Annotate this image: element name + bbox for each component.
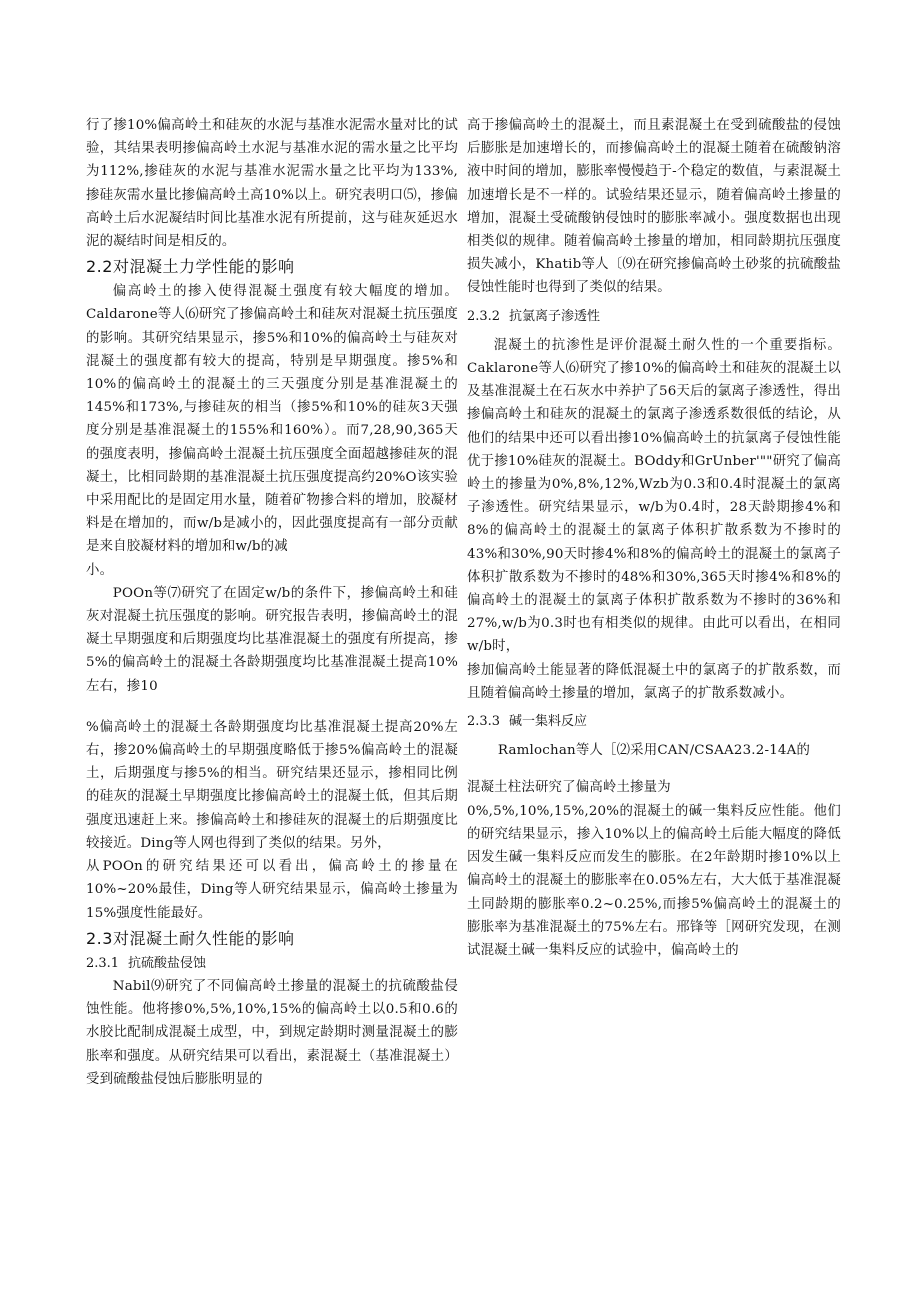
paragraph-nabil: Nabil⑼研究了不同偏高岭土掺量的混凝土的抗硫酸盐侵蚀性能。他将掺0%,5%,10%,15%的偏高岭土以0.5和0.6的水胶比配制成混凝土成型，中，到规定龄期时测量混凝土的膨胀率和强度。从研究结果可以看出，素混凝土（基准混凝土）受到硫酸盐侵蚀后膨胀明显的 (86, 978, 458, 1087)
paragraph-chloride: 混凝土的抗渗性是评价混凝土耐久性的一个重要指标。Caklarone等人⑹研究了掺10%的偏高岭土和硅灰的混凝土以及基准混凝土在石灰水中养护了56天后的氯离子渗透性，得出掺偏高岭土和硅灰的混凝土的氯离子渗透系数很低的结论，从他们的结果中还可以看出掺10%偏高岭土的抗氯离子侵蚀性能优于掺10%硅灰的混凝土。BOddy和GrUnber'""研究了偏高岭土的掺量为0%,8%,12%,Wzb为0.3和0.4时混凝土的氯离子渗透性。研究结果显示，w/b为0.4时，28天龄期掺4%和8%的偏高岭土的混凝土的氯离子体积扩散系数为不掺时的43%和30%,90天时掺4%和8%的偏高岭土的混凝土的氯离子体积扩散系数为不掺时的48%和30%,365天时掺4%和8%的偏高岭土的混凝土的氯离子体积扩散系数为不掺时的36%和27%,w/b为0.3时也有相类似的规律。由此可以看出，在相同w/b时， (467, 337, 841, 655)
subsection-number: 2.3.3 (467, 714, 501, 730)
subsection-heading-2-3-3 (467, 710, 841, 733)
paragraph-caldarone-end: 小。 (86, 562, 114, 578)
section-heading-2-2: 2.2对混凝土力学性能的影响 (86, 257, 295, 277)
paragraph-chloride-conclusion: 掺加偏高岭土能显著的降低混凝土中的氯离子的扩散系数，而且随着偏高岭土掺量的增加，氯离子的扩散系数减小。 (467, 662, 841, 701)
subsection-heading-2-3-1 (86, 952, 458, 975)
paragraph-optimal-dosage: 从POOn的研究结果还可以看出，偏高岭土的掺量在10%~20%最佳，Ding等人研究结果显示，偏高岭土掺量为15%强度性能最好。 (86, 859, 458, 921)
subsection-title: 抗硫酸盐侵蚀 (128, 955, 207, 971)
spacer (86, 698, 458, 716)
subsection-number: 2.3.1 (86, 955, 120, 971)
section-heading-2-3: 2.3对混凝土耐久性能的影响 (86, 928, 295, 948)
paragraph-poon: POOn等⑺研究了在固定w/b的条件下，掺偏高岭土和硅灰对混凝土抗压强度的影响。研究报告表明，掺偏高岭土的混凝土早期强度和后期强度均比基准混凝土的强度有所提高，掺5%的偏高岭土的混凝土各龄期强度均比基准混凝土提高10%左右，掺10 (86, 585, 458, 694)
subsection-title: 碱一集料反应 (509, 714, 588, 730)
spacer (467, 762, 841, 776)
subsection-title: 抗氯离子渗透性 (509, 308, 601, 324)
subsection-heading-2-3-2 (467, 305, 841, 328)
paragraph-water-demand: 行了掺10%偏高岭土和硅灰的水泥与基准水泥需水量对比的试验，其结果表明掺偏高岭土水泥与基准水泥的需水量之比平均为112%,掺硅灰的水泥与基准水泥需水量之比平均为133%,掺硅灰需水量比掺偏高岭土高10%以上。研究表明口⑸，掺偏高岭土后水泥凝结时间比基准水泥有所提前，这与硅灰延迟水泥的凝结时间是相反的。 (86, 118, 458, 250)
paragraph-asr-results: 0%,5%,10%,15%,20%的混凝土的碱一集料反应性能。他们的研究结果显示，掺入10%以上的偏高岭土后能大幅度的降低因发生碱一集料反应而发生的膨胀。在2年龄期时掺10%以上偏高岭土的混凝土的膨胀率在0.05%左右，大大低于基准混凝土同龄期的膨胀率0.2~0.25%,而掺5%偏高岭土的混凝土的膨胀率为基准混凝土的75%左右。邢锋等［网研究发现，在测试混凝土碱一集料反应的试验中，偏高岭土的 (467, 803, 841, 958)
paragraph-poon-continued: %偏高岭土的混凝土各龄期强度均比基准混凝土提高20%左右，掺20%偏高岭土的早期强度略低于掺5%偏高岭土的混凝土，后期强度与掺5%的相当。研究结果还显示，掺相同比例的硅灰的混凝土早期强度比掺偏高岭土的混凝土低，但其后期强度迅速赶上来。掺偏高岭土和掺硅灰的混凝土的后期强度比较接近。Ding等人网也得到了类似的结果。另外， (86, 719, 458, 851)
paragraph-ramlochan: Ramlochan等人［⑵采用CAN/CSAA23.2-14A的 (497, 743, 811, 759)
subsection-number: 2.3.2 (467, 308, 501, 324)
paragraph-sulfate-results: 高于掺偏高岭土的混凝土，而且素混凝土在受到硫酸盐的侵蚀后膨胀是加速增长的，而掺偏高岭土的混凝土随着在硫酸钠溶液中时间的增加，膨胀率慢慢趋于-个稳定的数值，与素混凝土加速增长是不一样的。试验结果还显示，随着偏高岭土掺量的增加，混凝土受硫酸钠侵蚀时的膨胀率减小。强度数据也出现相类似的规律。随着偏高岭土掺量的增加，相同龄期抗压强度损失减小，Khatib等人〔⑼在研究掺偏高岭土砂浆的抗硫酸盐侵蚀性能时也得到了类似的结果。 (467, 118, 841, 296)
left-column (86, 114, 458, 1091)
right-column (467, 114, 841, 962)
paragraph-column-method: 混凝土柱法研究了偏高岭土掺量为 (467, 780, 671, 796)
paragraph-caldarone: 偏高岭土的掺入使得混凝土强度有较大幅度的增加。Caldarone等人⑹研究了掺偏高岭土和硅灰对混凝土抗压强度的影响。其研究结果显示，掺5%和10%的偏高岭土与硅灰对混凝土的强度都有较大的提高，特别是早期强度。掺5%和10%的偏高岭土的混凝土的三天强度分别是基准混凝土的145%和173%,与掺硅灰的相当（掺5%和10%的硅灰3天强度分别是基准混凝土的155%和160%）。而7,28,90,365天的强度表明，掺偏高岭土混凝土抗压强度全面超越掺硅灰的混凝土，比相同龄期的基准混凝土抗压强度提高约20%O该实验中采用配比的是固定用水量，随着矿物掺合料的增加，胶凝材料是在增加的，而w/b是减小的，因此强度提高有一部分贡献是来自胶凝材料的增加和w/b的减 (86, 284, 458, 555)
